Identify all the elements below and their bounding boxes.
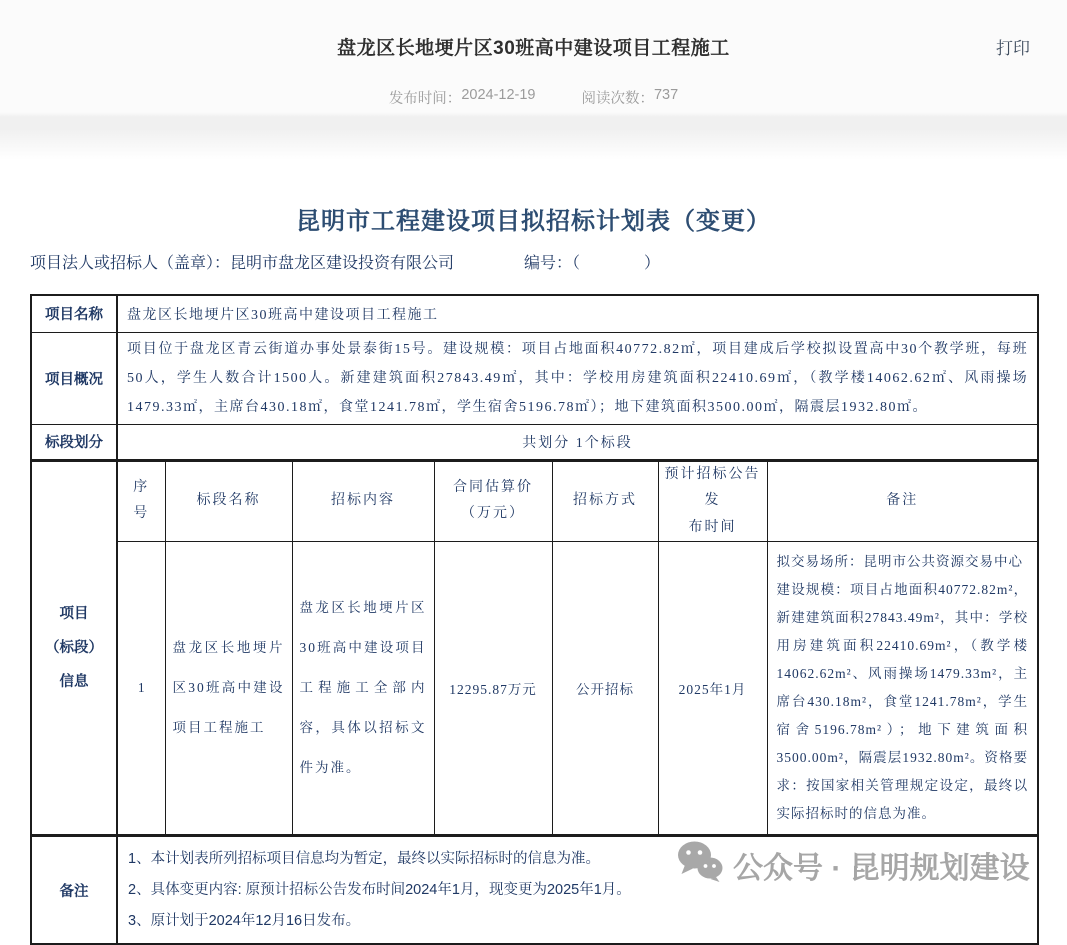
note-item-3: 3、原计划于2024年12月16日发布。 [128, 912, 361, 929]
cell-seq: 1 [117, 542, 165, 836]
row-project-name [31, 295, 1038, 332]
publish-time-value: 2024-12-19 [461, 87, 536, 103]
serial-number-text: 编号：（ ） [524, 255, 661, 272]
notes-label: 备注 [31, 836, 117, 944]
col-header-estimated-price-line1: 合同估算价 [453, 479, 533, 495]
col-header-section-name [165, 460, 292, 542]
cell-bid-method: 公开招标 [552, 542, 658, 836]
col-header-seq [117, 460, 165, 542]
col-header-announce-time [658, 460, 767, 542]
cell-estimated-price: 12295.87万元 [434, 542, 552, 836]
cell-remark-line-2: 建设规模：项目占地面积40772.82m²，新建建筑面积27843.49m²，其中：学校用房建筑面积22410.69m²，（教学楼14062.62m²、风雨操场1479.33m²，主席台430.18m²，食堂1241.78m²，学生宿舍5196.78m²）；地下建筑面积3500.00m²，隔震层1932.80m²。资格要求：按国家相关管理规定设定，最终以实际招标时的信息为准。 [776, 582, 1029, 822]
cell-announce-time: 2025年1月 [658, 542, 767, 836]
section-division-label: 标段划分 [31, 424, 117, 460]
col-header-announce-time-line1: 预计招标公告发 [664, 466, 761, 509]
view-count-value: 737 [653, 87, 679, 103]
tender-plan-table [30, 294, 1039, 945]
watermark-text: 公众号 · 昆明规划建设 [733, 852, 1030, 885]
row-section-division [31, 424, 1038, 460]
section-info-line-3: 信息 [59, 673, 89, 690]
print-button[interactable]: 打印 [996, 39, 1030, 58]
section-info-label [31, 460, 117, 836]
section-division-value: 共划分 1个标段 [117, 424, 1038, 460]
col-header-bid-content [292, 460, 434, 542]
article-header [0, 0, 1067, 165]
publish-time [389, 87, 536, 108]
col-header-bid-content-text: 招标内容 [331, 493, 395, 509]
note-item-2: 2、具体变更内容: 原预计招标公告发布时间2024年1月，现变更为2025年1月。 [128, 881, 631, 898]
article-meta [0, 87, 1067, 108]
row-section-data [31, 542, 1038, 836]
notes-value [117, 836, 1038, 944]
article-title: 盘龙区长地埂片区30班高中建设项目工程施工 [337, 38, 730, 59]
document-subline [30, 250, 1037, 273]
document-title: 昆明市工程建设项目拟招标计划表（变更） [296, 208, 771, 235]
cell-remark-line-1: 拟交易场所：昆明市公共资源交易中心 [776, 554, 1023, 570]
view-count [581, 87, 678, 108]
note-item-1: 1、本计划表所列招标项目信息均为暂定，最终以实际招标时的信息为准。 [128, 850, 601, 867]
section-info-line-1: 项目 [59, 605, 89, 622]
project-name-value: 盘龙区长地埂片区30班高中建设项目工程施工 [117, 295, 1038, 332]
publish-time-label: 发布时间： [388, 91, 462, 107]
project-name-label: 项目名称 [31, 295, 117, 332]
cell-bid-content: 盘龙区长地埂片区30班高中建设项目工程施工全部内容，具体以招标文件为准。 [292, 542, 434, 836]
row-project-overview [31, 332, 1038, 424]
project-overview-label: 项目概况 [31, 332, 117, 424]
legal-person-text: 项目法人或招标人（盖章）：昆明市盘龙区建设投资有限公司 [30, 255, 455, 272]
col-header-bid-method [552, 460, 658, 542]
col-header-remark [767, 460, 1038, 542]
row-subtable-header [31, 460, 1038, 542]
row-notes [31, 836, 1038, 944]
section-info-line-2: （标段） [45, 639, 103, 656]
col-header-remark-text: 备注 [886, 493, 919, 509]
col-header-bid-method-text: 招标方式 [573, 493, 637, 509]
cell-remark [767, 542, 1038, 836]
cell-section-name: 盘龙区长地埂片区30班高中建设项目工程施工 [165, 542, 292, 836]
col-header-estimated-price-line2: （万元） [461, 506, 525, 522]
col-header-section-name-text: 标段名称 [196, 493, 261, 509]
col-header-seq-text: 序 号 [133, 479, 166, 522]
col-header-announce-time-line2: 布时间 [688, 519, 737, 535]
project-overview-value: 项目位于盘龙区青云街道办事处景泰街15号。建设规模：项目占地面积40772.82㎡，项目建成后学校拟设置高中30个教学班，每班50人，学生人数合计1500人。新建建筑面积27843.49㎡，其中：学校用房建筑面积22410.69㎡，（教学楼14062.62㎡、风雨操场1479.33㎡，主席台430.18㎡，食堂1241.78㎡，学生宿舍5196.78㎡）；地下建筑面积3500.00㎡，隔震层1932.80㎡。 [117, 332, 1038, 424]
view-count-label: 阅读次数： [581, 91, 654, 107]
col-header-estimated-price [434, 460, 552, 542]
